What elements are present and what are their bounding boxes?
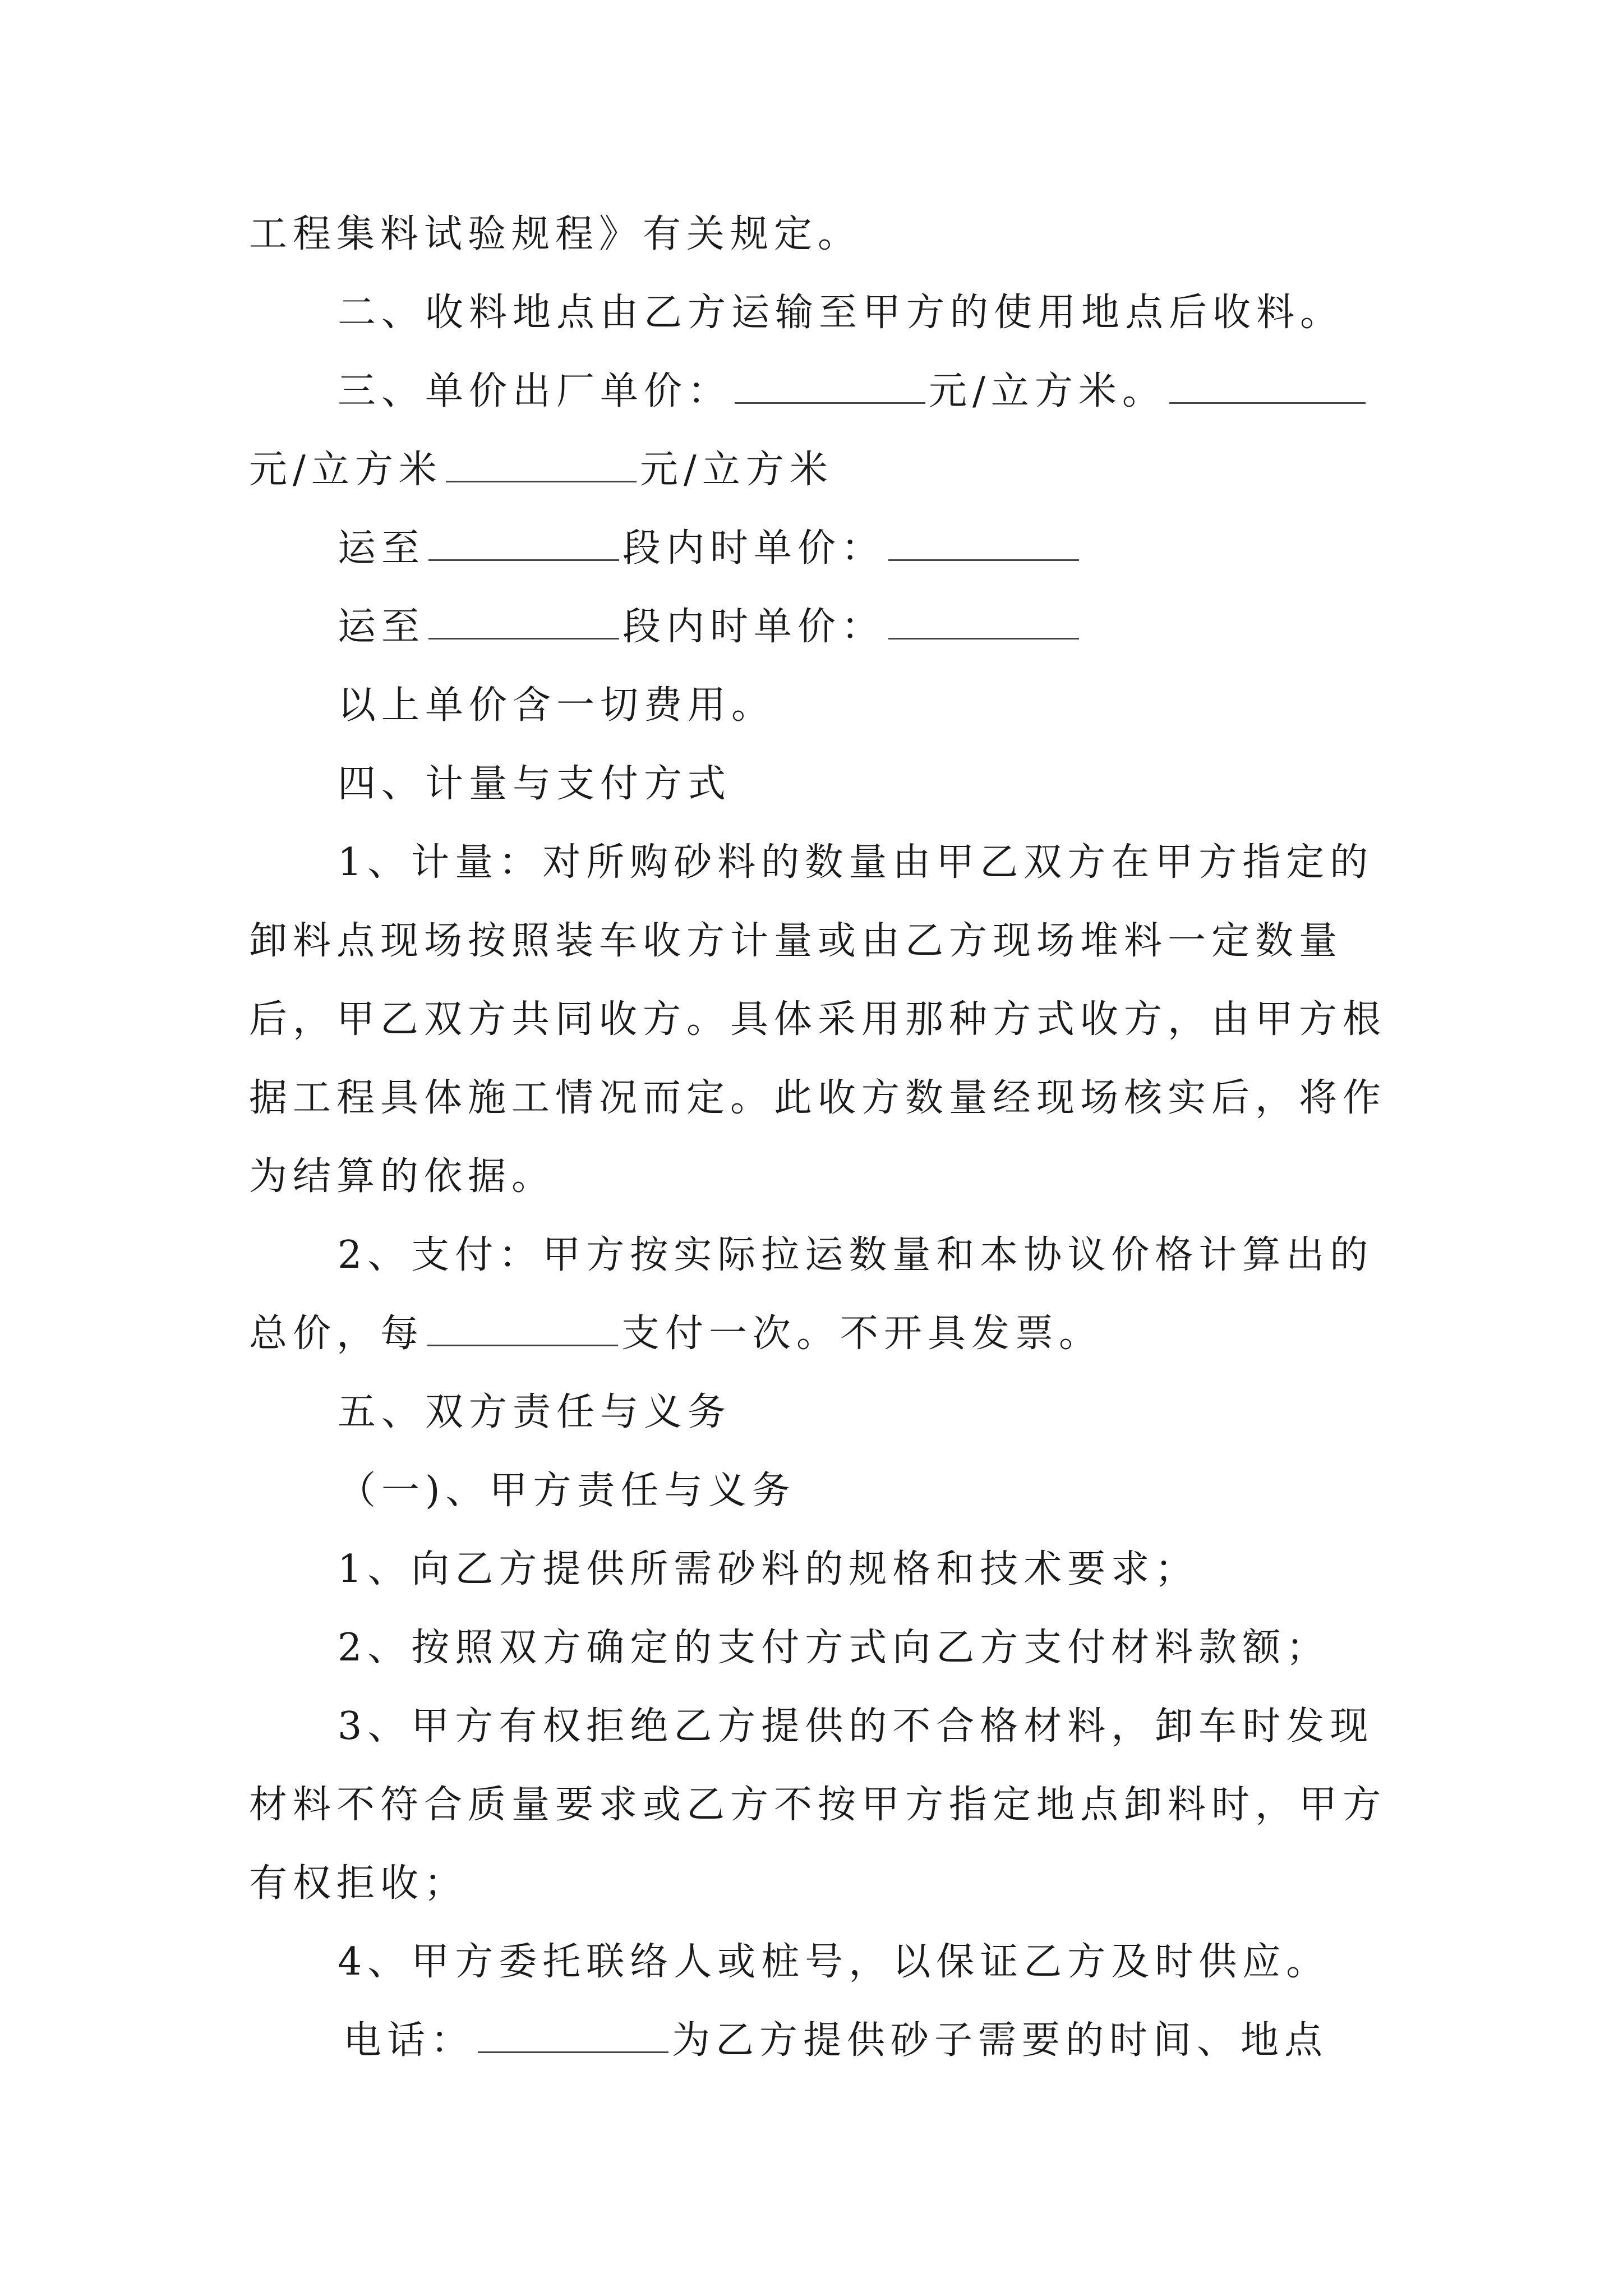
text-line — [249, 212, 861, 257]
text-line — [249, 919, 1343, 964]
text-line — [338, 605, 1082, 650]
text-segment: 三、单价出厂单价： — [338, 369, 732, 413]
text-segment: 段内时单价： — [623, 605, 886, 649]
text-segment: 有权拒收； — [249, 1861, 468, 1906]
text-line — [338, 369, 1369, 414]
text-segment: 元/立方米 — [639, 448, 833, 492]
text-line — [338, 1704, 1373, 1749]
text-segment: 元/立方米。 — [929, 369, 1166, 413]
fill-in-blank[interactable] — [446, 450, 637, 482]
fill-in-blank[interactable] — [888, 529, 1079, 561]
text-segment: 五、双方责任与义务 — [338, 1390, 732, 1434]
text-segment: 元/立方米 — [249, 448, 442, 492]
text-segment: （一)、甲方责任与义务 — [338, 1469, 796, 1513]
text-line — [338, 683, 775, 728]
fill-in-blank[interactable] — [428, 608, 619, 639]
text-line — [338, 840, 1373, 885]
text-segment: 电话： — [343, 2018, 475, 2063]
fill-in-blank[interactable] — [427, 1314, 618, 1346]
text-line — [338, 291, 1344, 335]
fill-in-blank[interactable] — [735, 372, 925, 404]
text-line — [338, 1940, 1330, 1985]
text-line — [338, 1547, 1198, 1592]
fill-in-blank[interactable] — [428, 529, 619, 561]
text-segment: 3、甲方有权拒绝乙方提供的不合格材料，卸车时发现 — [338, 1704, 1374, 1749]
text-segment: 支付一次。不开具发票。 — [621, 1312, 1103, 1356]
text-segment: 2、按照双方确定的支付方式向乙方支付材料款额； — [338, 1626, 1330, 1670]
text-segment: 运至 — [338, 526, 426, 570]
text-segment: 为结算的依据。 — [249, 1154, 556, 1199]
text-line — [343, 2018, 1328, 2063]
text-segment: 1、计量：对所购砂料的数量由甲乙双方在甲方指定的 — [338, 840, 1374, 885]
text-line — [249, 1783, 1386, 1828]
text-segment: 4、甲方委托联络人或桩号，以保证乙方及时供应。 — [338, 1940, 1330, 1984]
text-line — [249, 1076, 1386, 1121]
text-segment: 材料不符合质量要求或乙方不按甲方指定地点卸料时，甲方 — [249, 1783, 1387, 1827]
section-heading — [338, 1390, 731, 1435]
text-segment: 二、收料地点由乙方运输至甲方的使用地点后收料。 — [338, 291, 1344, 335]
fill-in-blank[interactable] — [1169, 372, 1366, 404]
subsection-heading — [338, 1469, 796, 1513]
text-segment: 1、向乙方提供所需砂料的规格和技术要求； — [338, 1547, 1199, 1591]
text-segment: 后，甲乙双方共同收方。具体采用那种方式收方，由甲方根 — [249, 997, 1387, 1042]
fill-in-blank[interactable] — [478, 2021, 668, 2053]
text-segment: 以上单价含一切费用。 — [338, 683, 776, 728]
text-line — [338, 526, 1082, 571]
text-segment: 卸料点现场按照装车收方计量或由乙方现场堆料一定数量 — [249, 919, 1343, 963]
text-segment: 据工程具体施工情况而定。此收方数量经现场核实后，将作 — [249, 1076, 1387, 1120]
text-segment: 运至 — [338, 605, 426, 649]
text-line — [249, 448, 833, 493]
text-segment: 总价，每 — [249, 1312, 425, 1356]
text-segment: 段内时单价： — [623, 526, 886, 570]
text-line — [338, 1233, 1373, 1278]
text-segment: 工程集料试验规程》有关规定。 — [249, 212, 862, 256]
text-segment: 四、计量与支付方式 — [338, 762, 732, 806]
text-line — [249, 1861, 468, 1906]
text-line — [338, 1626, 1330, 1671]
text-line — [249, 1312, 1103, 1356]
section-heading — [338, 762, 731, 807]
text-line — [249, 997, 1386, 1042]
fill-in-blank[interactable] — [888, 608, 1079, 639]
text-segment: 为乙方提供砂子需要的时间、地点 — [672, 2018, 1329, 2063]
text-segment: 2、支付：甲方按实际拉运数量和本协议价格计算出的 — [338, 1233, 1374, 1277]
text-line — [249, 1154, 555, 1199]
